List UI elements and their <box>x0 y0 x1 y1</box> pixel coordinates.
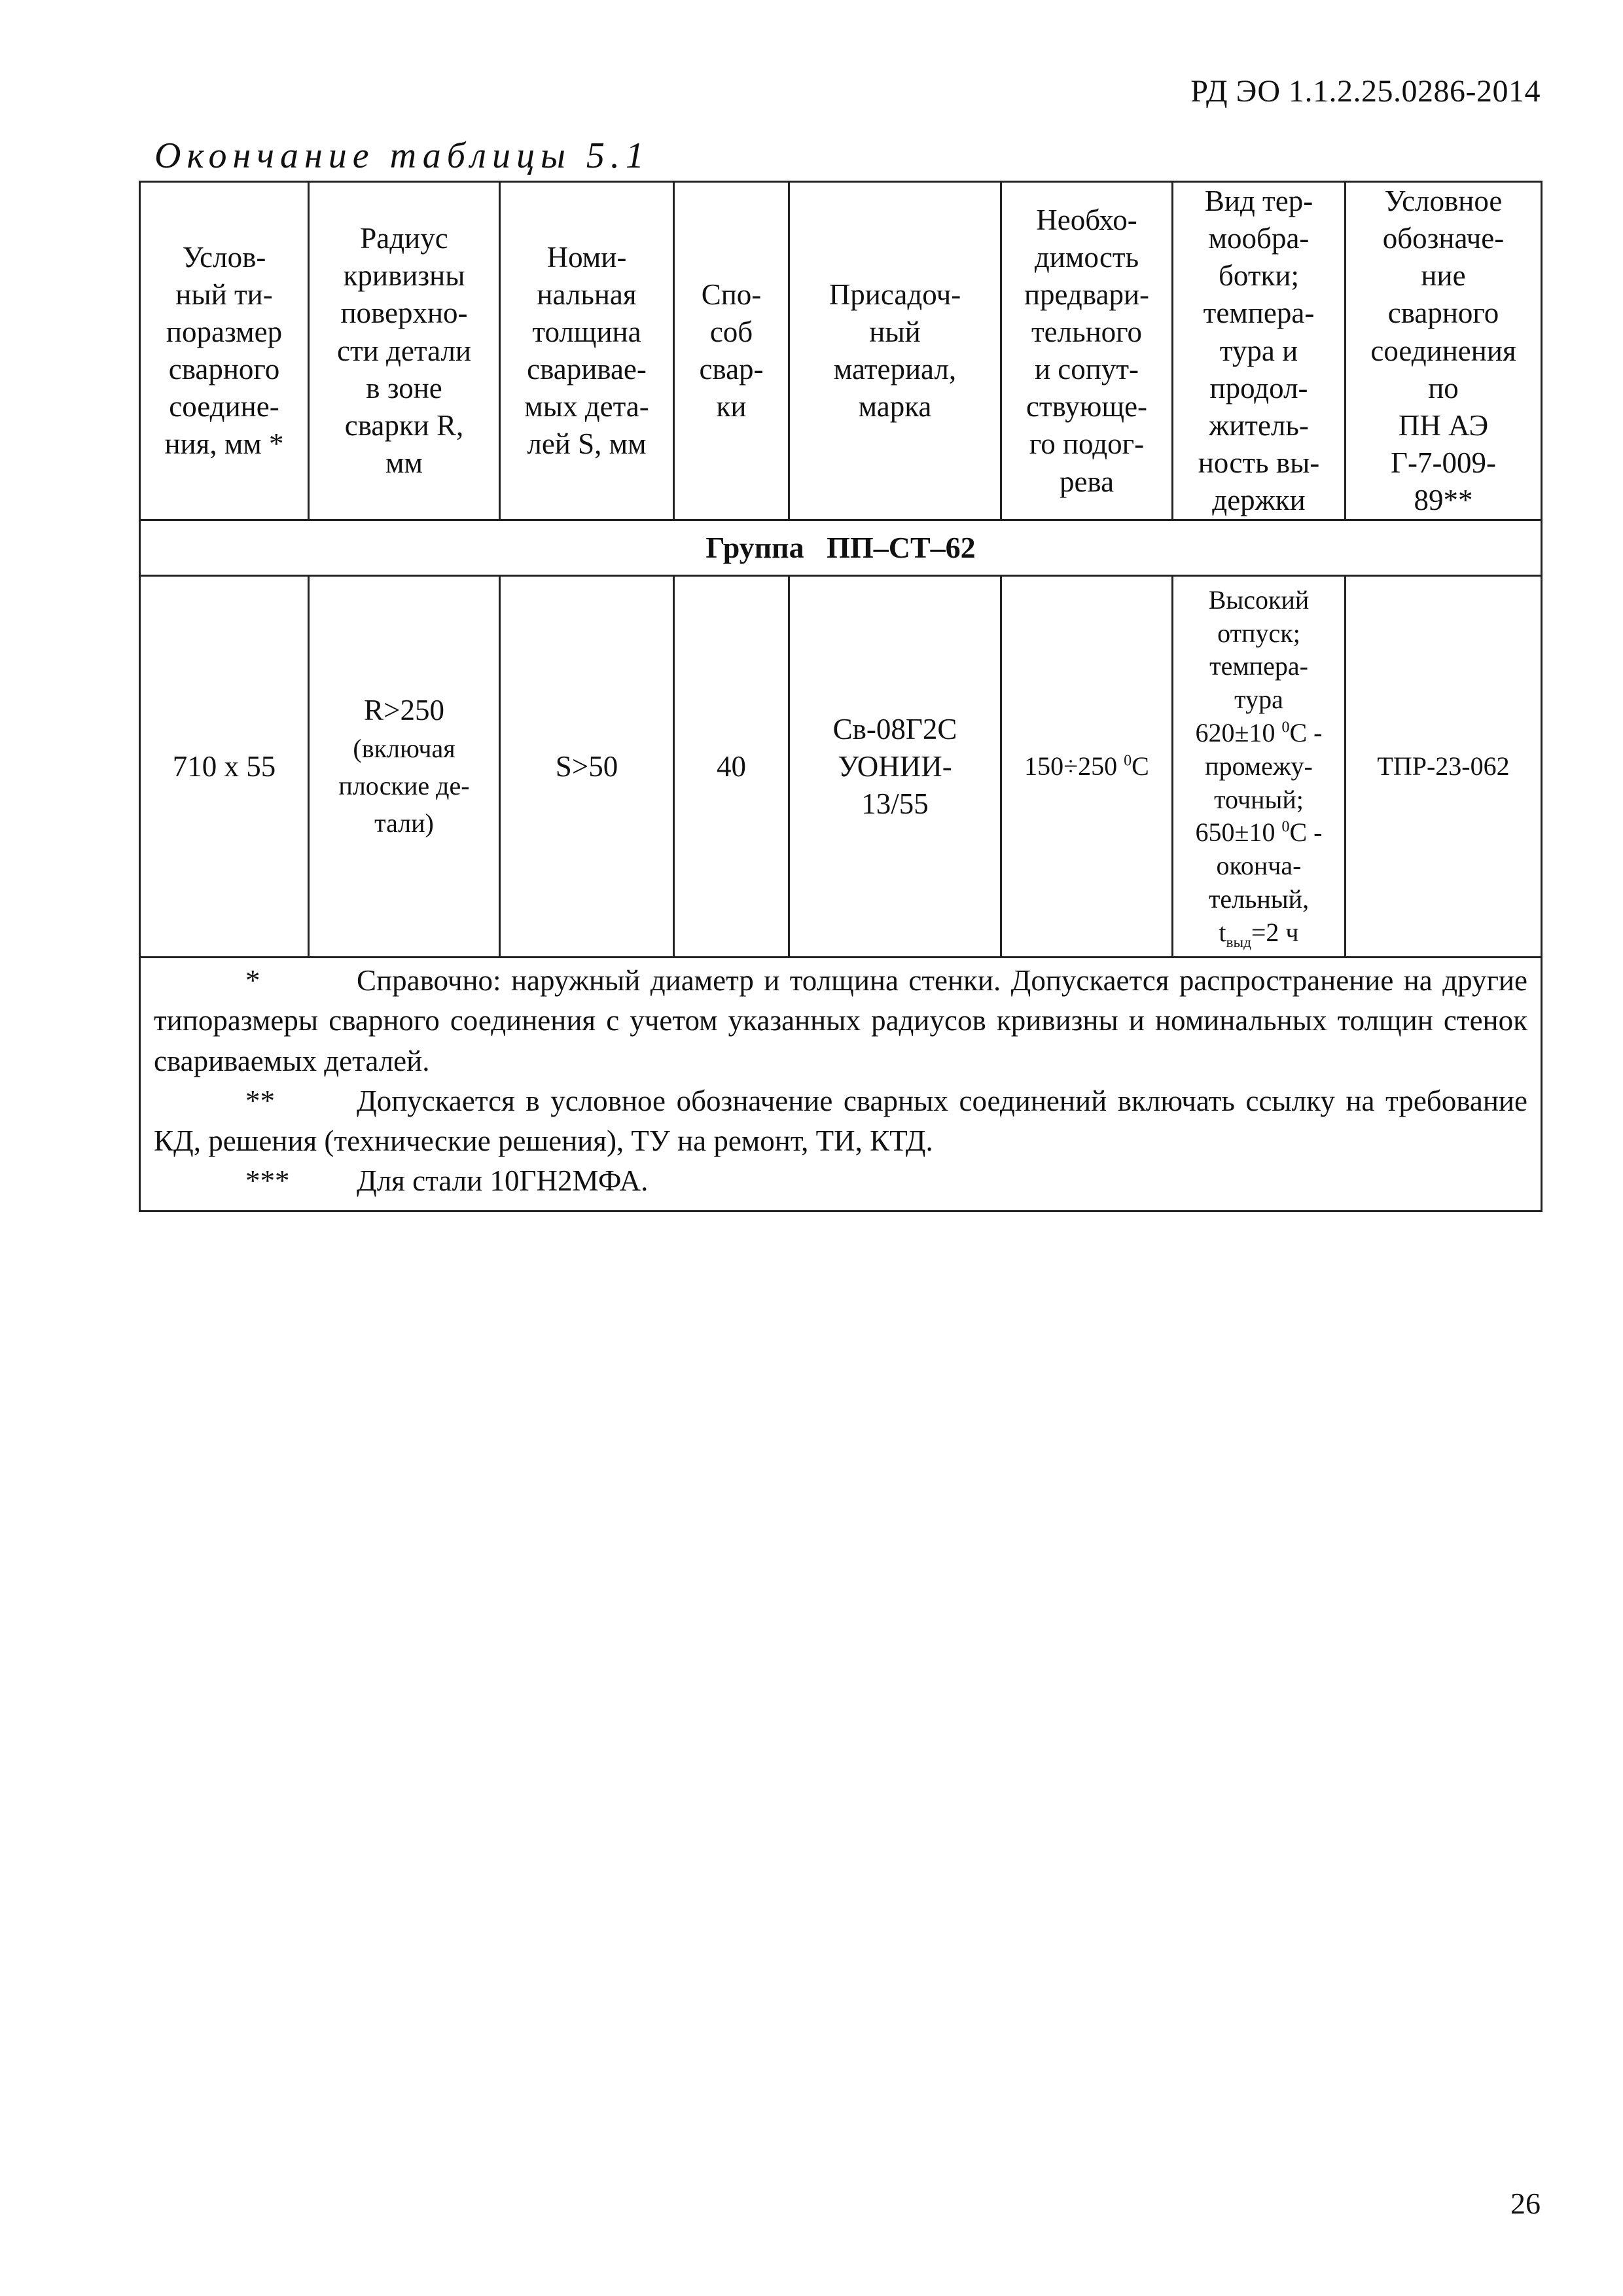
cell-heat-treatment <box>1173 576 1346 958</box>
welding-spec-table <box>139 181 1543 1212</box>
cell-method: 40 <box>674 576 789 958</box>
table-row <box>140 576 1542 958</box>
footnote <box>154 961 1527 1081</box>
footnote <box>154 1161 1527 1201</box>
heat-intro: Высокий отпуск; темпера- тура <box>1208 584 1310 715</box>
degree-mark: 0 <box>1281 719 1290 736</box>
radius-main: R>250 <box>364 693 444 726</box>
heat-time-sub: выд <box>1226 933 1251 951</box>
cell-size: 710 х 55 <box>140 576 309 958</box>
heat-mode-1: промежу- точный; <box>1205 751 1313 814</box>
table-caption: Окончание таблицы 5.1 <box>154 135 650 176</box>
heat-mode-2: оконча- тельный, <box>1208 851 1310 914</box>
footnote-mark: ** <box>245 1084 275 1117</box>
heat-time-var: t <box>1219 917 1226 947</box>
radius-note: (включая плоские де- тали) <box>338 734 470 838</box>
notes-cell <box>140 958 1542 1211</box>
heat-time-value: =2 ч <box>1251 917 1299 947</box>
group-label: Группа ПП–СТ–62 <box>140 520 1542 576</box>
footnote-text: Для стали 10ГН2МФА. <box>357 1164 649 1198</box>
header-cell-method: Спо- соб свар- ки <box>674 182 789 520</box>
preheat-unit: С <box>1132 751 1149 781</box>
header-cell-preheat: Необхо- димость предвари- тельного и сопут- ствующе- го подог- рева <box>1001 182 1173 520</box>
header-cell-designation: Условное обозначе- ние сварного соединения по ПН АЭ Г-7-009- 89** <box>1346 182 1542 520</box>
footnote-mark: * <box>245 964 260 997</box>
header-cell-heat-treatment: Вид тер- мообра- ботки; темпера- тура и продол- житель- ность вы- держки <box>1173 182 1346 520</box>
footnote-text: Допускается в условное обозначение сварных соединений включать ссылку на требование КД, решения (технические решения), ТУ на ремонт, ТИ, КТД. <box>154 1084 1527 1158</box>
cell-radius <box>309 576 500 958</box>
cell-thickness: S>50 <box>500 576 674 958</box>
footnote <box>154 1081 1527 1161</box>
cell-designation: ТПР-23-062 <box>1346 576 1542 958</box>
notes-row <box>140 958 1542 1211</box>
heat-unit-1: С - <box>1289 718 1323 748</box>
group-row <box>140 520 1542 576</box>
heat-temp-1: 620±10 <box>1195 718 1275 748</box>
preheat-value: 150÷250 <box>1024 751 1118 781</box>
document-code: РД ЭО 1.1.2.25.0286-2014 <box>1190 74 1541 109</box>
page-number: 26 <box>1510 2187 1541 2220</box>
header-cell-radius: Радиус кривизны поверхно- сти детали в зоне сварки R, мм <box>309 182 500 520</box>
degree-mark: 0 <box>1281 819 1290 836</box>
heat-unit-2: С - <box>1289 817 1323 848</box>
heat-temp-2: 650±10 <box>1195 817 1275 848</box>
footnote-text: Справочно: наружный диаметр и толщина стенки. Допускается распространение на другие типоразмеры сварного соединения с учетом указанных радиусов кривизны и номинальных толщин стенок свариваемых деталей. <box>154 964 1527 1077</box>
header-cell-size: Услов- ный ти- поразмер сварного соедине- ния, мм * <box>140 182 309 520</box>
footnote-mark: *** <box>245 1164 290 1198</box>
degree-mark: 0 <box>1124 752 1132 770</box>
header-cell-filler: Присадоч- ный материал, марка <box>789 182 1001 520</box>
cell-filler: Св-08Г2С УОНИИ- 13/55 <box>789 576 1001 958</box>
table-header-row <box>140 182 1542 520</box>
cell-preheat <box>1001 576 1173 958</box>
header-cell-thickness: Номи- нальная толщина сваривае- мых дета- лей S, мм <box>500 182 674 520</box>
